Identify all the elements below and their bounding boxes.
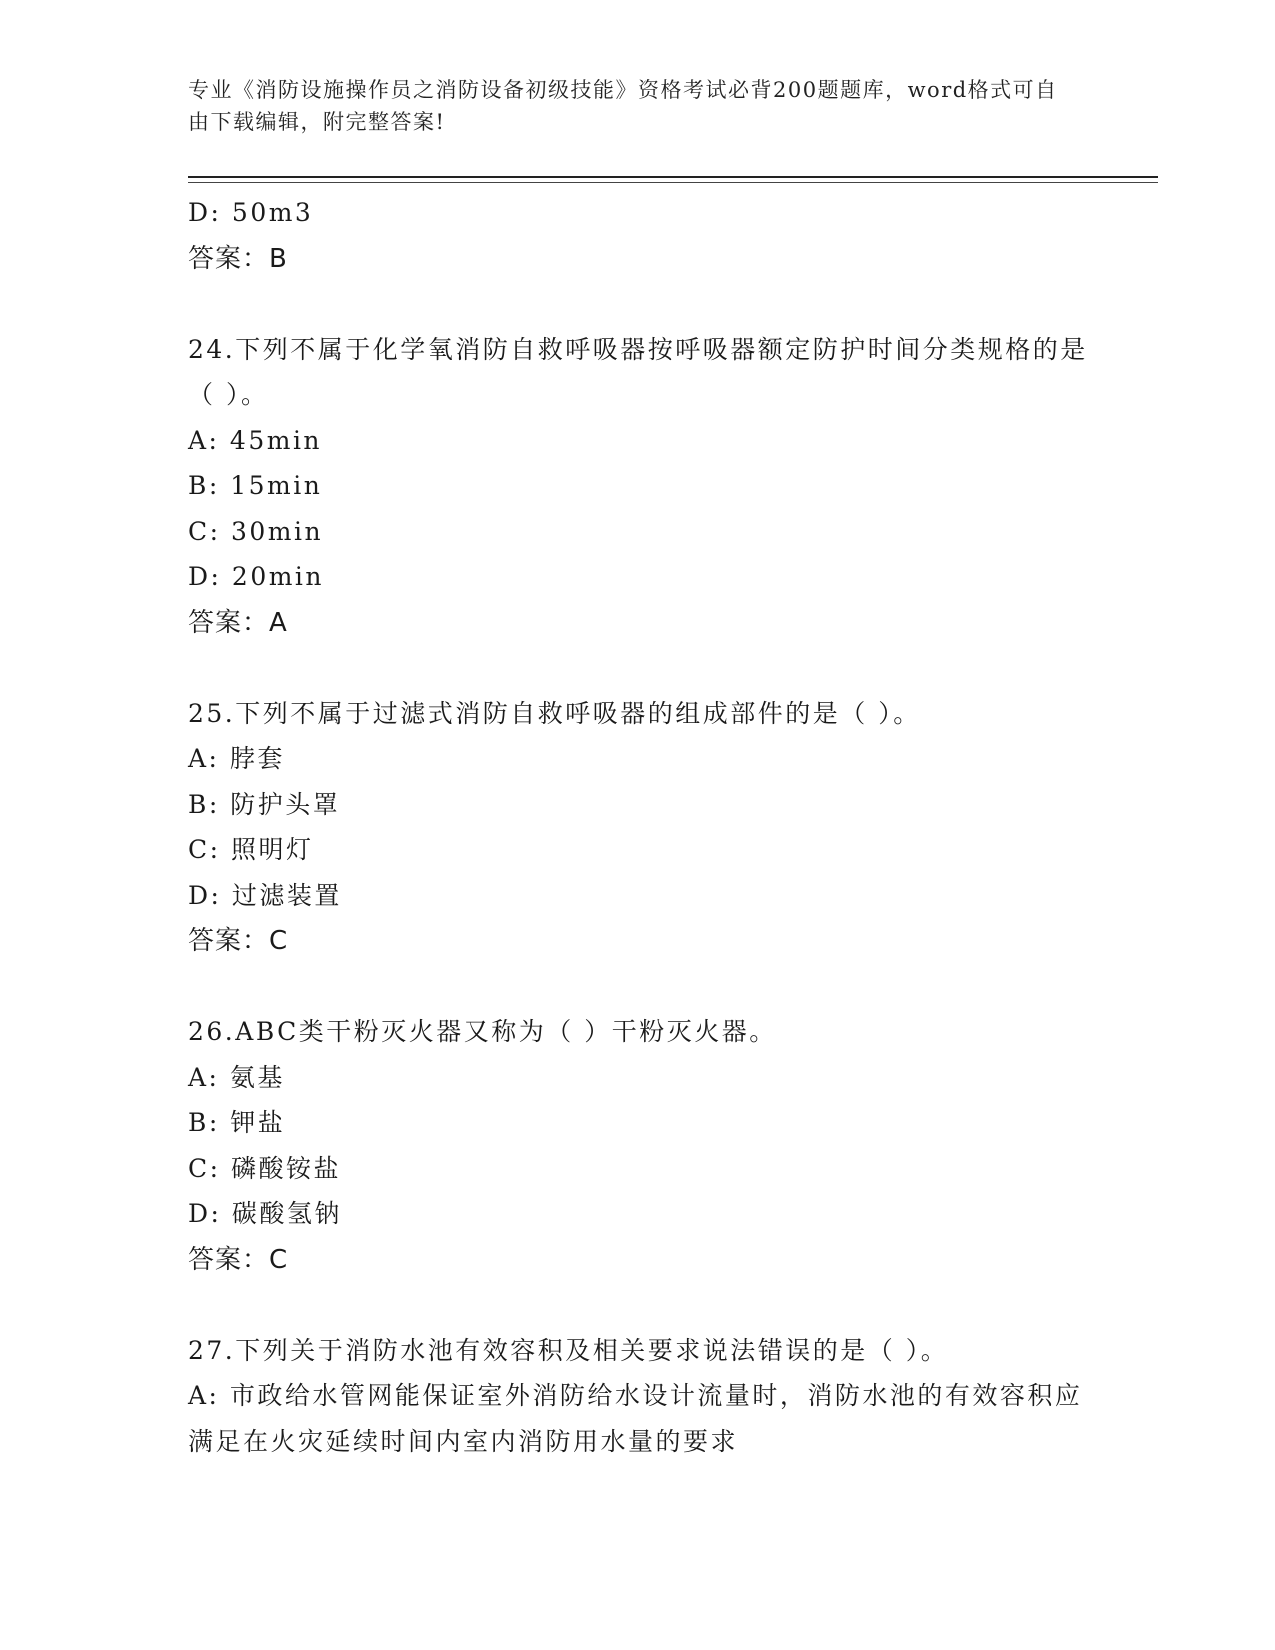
answer-label: 答案：C [188,1244,289,1275]
answer-label: 答案：B [188,243,288,274]
option-c: C: 磷酸铵盐 [188,1153,341,1183]
option-d: D: 20min [188,562,325,591]
question-stem: 27.下列关于消防水池有效容积及相关要求说法错误的是（ ）。 [188,1335,949,1365]
question-list [188,190,1088,1464]
question-25 [188,691,1088,965]
option-d: D: 50m3 [188,198,314,227]
header-divider-thin [188,182,1158,183]
option-d: D: 过滤装置 [188,880,342,910]
page-header: 专业《消防设施操作员之消防设备初级技能》资格考试必背200题题库，word格式可自由下载编辑，附完整答案! [188,78,1058,134]
spacer [188,1283,1088,1328]
question-26 [188,1009,1088,1283]
question-stem: 24.下列不属于化学氧消防自救呼吸器按呼吸器额定防护时间分类规格的是（ ）。 [188,334,1088,409]
option-a: A: 氨基 [188,1062,285,1092]
spacer [188,964,1088,1009]
option-a: A: 市政给水管网能保证室外消防给水设计流量时，消防水池的有效容积应满足在火灾延续时间内室内消防用水量的要求 [188,1381,1083,1456]
question-stem: 25.下列不属于过滤式消防自救呼吸器的组成部件的是（ ）。 [188,698,921,728]
option-b: B: 防护头罩 [188,789,341,819]
option-a: A: 脖套 [188,744,285,773]
question-24 [188,327,1088,646]
question-23-tail [188,190,1088,282]
answer-label: 答案：C [188,926,289,956]
spacer [188,646,1088,691]
spacer [188,282,1088,327]
option-d: D: 碳酸氢钠 [188,1199,342,1228]
option-a: A: 45min [188,425,323,455]
option-b: B: 15min [188,471,323,500]
answer-label: 答案：A [188,607,288,638]
question-stem: 26.ABC类干粉灭火器又称为（ ）干粉灭火器。 [188,1017,777,1046]
option-b: B: 钾盐 [188,1108,286,1137]
option-c: C: 照明灯 [188,835,314,864]
option-c: C: 30min [188,516,324,546]
header-divider-thick [188,176,1158,178]
question-27 [188,1328,1088,1465]
